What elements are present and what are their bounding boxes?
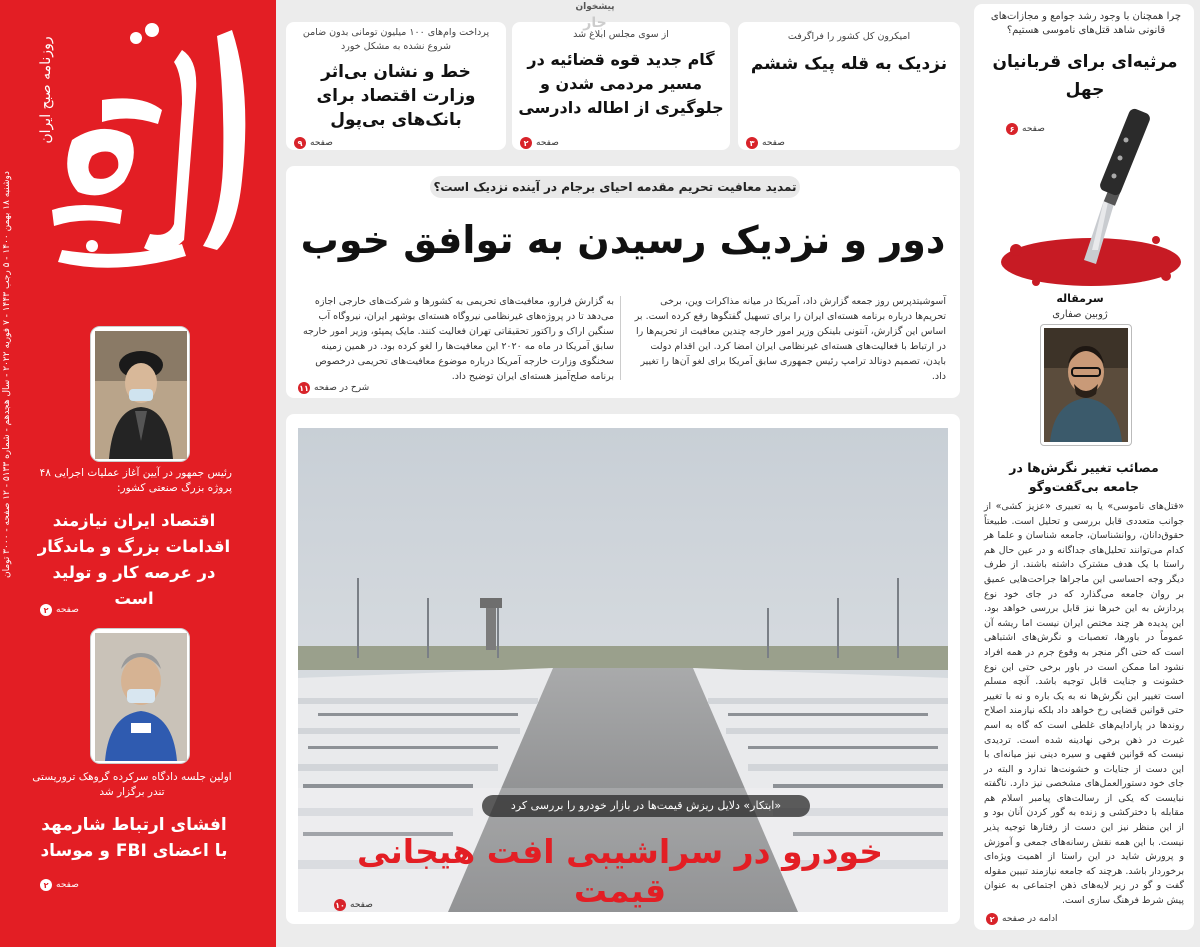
top-story-kicker: از سوی مجلس ابلاغ شد — [573, 29, 669, 40]
pishkhan-brand: جار — [583, 15, 607, 31]
page-number: ۲ — [986, 913, 998, 925]
story2-headline[interactable]: افشای ارتباط شارمهد با اعضای FBI و موساد — [40, 815, 228, 861]
continued-label: شرح در صفحه — [314, 383, 370, 393]
page-label: صفحه — [1022, 124, 1045, 134]
dateline: دوشنبه ۱۸ بهمن ۱۴۰۰ - ۵ رجب ۱۴۴۳ - ۷ فوریه ۲۰۲۲ - سال هجدهم - شماره ۵۱۳۳ - ۱۲ صفحه - ۳۰۰۰ تومان — [2, 171, 12, 579]
editorial-continued[interactable] — [986, 906, 1058, 925]
president-photo — [90, 326, 190, 462]
top-story-page-ref[interactable] — [294, 130, 333, 149]
top-story-title[interactable]: گام جدید قوه قضائیه در مسیر مردمی شدن و جلوگیری از اطاله دادرسی — [518, 50, 724, 117]
page-label: صفحه — [350, 900, 373, 910]
top-story-economy[interactable] — [286, 22, 506, 150]
editorial-author: ژوبین صفاری — [1052, 309, 1108, 320]
top-story-title[interactable]: نزدیک به قله پیک ششم — [750, 54, 948, 74]
editorial-label: سرمقاله — [1056, 292, 1104, 305]
defendant-photo — [90, 628, 190, 764]
newspaper-logo — [32, 10, 268, 280]
knife-blood-illustration — [996, 100, 1186, 290]
top-story-page-ref[interactable] — [746, 130, 785, 149]
top-story-kicker: پرداخت وام‌های ۱۰۰ میلیون تومانی بدون ضامن شروع نشده به مشکل خورد — [302, 27, 490, 52]
page-number: ۳ — [746, 137, 758, 149]
page-label: صفحه — [56, 880, 79, 890]
story1-page-ref[interactable] — [40, 597, 79, 616]
top-story-judiciary[interactable] — [512, 22, 730, 150]
honor-killing-headline[interactable]: مرثیه‌ای برای قربانیان جهل — [992, 52, 1178, 100]
continued-label: ادامه در صفحه — [1002, 914, 1058, 924]
page-number: ۲ — [40, 879, 52, 891]
honor-killing-question: چرا همچنان با وجود رشد جوامع و مجازات‌های قانونی شاهد قتل‌های ناموسی هستیم؟ — [990, 11, 1182, 36]
page-number: ۶ — [1006, 123, 1018, 135]
masthead-column — [0, 0, 276, 947]
pishkhan-label: پیشخوان — [575, 2, 615, 12]
page-number: ۱۰ — [335, 900, 345, 910]
editorial-body: «قتل‌های ناموسی» یا به تعبیری «عزیز کشی» از جوانب متعددی قابل بررسی و تحلیل است. طبیعتاً حقوق‌دانان، روانشناسان، جامعه شناسان و علما هر کدام می‌توانند تحلیل‌های جداگانه و در عین حال هم راستا با یک هدف مشترک داشته باشند. از طرف دیگر وجه احساسی این ماجراها جراحت‌هایی عمیق بر روان جامعه می‌گذارد که در جای خود نوع پردازش به این خبرها نیز قابل بررسی خواهد بود. این پدیده هر چند مختص ایران نیست اما ریشه آن عموماً در باورها، تعصبات و نگرش‌های اشتباهی است که حتی اگر منجر به وقوع جرم در همه افراد نشود اما ممکن است در باور برخی حتی این نوع خشونت و جنایت قابل توجیه باشد. آنچه مسلم است تغییر این نگرش‌ها نه به یک باره و نه با تغییر حتی قوانین قضایی رخ خواهد داد بلکه نیازمند اصلاح روندها در پارادایم‌های غلطی است که گاه به اسم غیرت در ذهن برخی نهادینه شده است. تردیدی نیست که قوانین فقهی و سیره دینی نیز میانه‌ای با این دست از جنایات و خشونت‌ها ندارد و البته در جای خود دستورالعمل‌های مشخصی نیز دارد. ناگفته نبایست که یکی از رسالت‌های پیامبر اسلام هم مقابله با دخترکشی و زنده به گور کردن آنان بود و از این منظر نیز این دست از رفتارها توجیه پذیر نیست. با این همه نقش رسانه‌های جمعی و آموزش و پرورش شاید در این راستا از اهمیت ویژه‌ای برخوردار باشد. هرچند که جامعه نیازمند تبیین مقوله گفت و گو در زیر لایه‌های ذهن اجتماعی به عنوان پیش شرط فرهنگ سازی است. — [984, 501, 1184, 907]
main-story-subhead: تمدید معافیت تحریم مقدمه احیای برجام در آینده نزدیک است؟ — [430, 176, 800, 198]
logo-wordmark — [40, 36, 270, 37]
story1-caption: رئیس جمهور در آیین آغاز عملیات اجرایی ۴۸ پروژه بزرگ صنعتی کشور: — [39, 467, 232, 494]
top-story-kicker: امیکرون کل کشور را فراگرفت — [787, 31, 911, 42]
page-number: ۲ — [40, 604, 52, 616]
page-number: ۹ — [294, 137, 306, 149]
page-label: صفحه — [56, 605, 79, 615]
car-story-page-ref[interactable] — [334, 892, 373, 911]
column-divider — [620, 296, 621, 380]
page-label: صفحه — [310, 138, 333, 148]
story2-caption: اولین جلسه دادگاه سرکرده گروهک تروریستی تندر برگزار شد — [32, 771, 232, 798]
page-number: ۲ — [520, 137, 532, 149]
page-label: صفحه — [536, 138, 559, 148]
page-label: صفحه — [762, 138, 785, 148]
page-number: ۱۱ — [299, 383, 309, 393]
story2-page-ref[interactable] — [40, 872, 79, 891]
car-story-headline[interactable]: خودرو در سراشیبی افت هیجانی قیمت — [356, 832, 884, 910]
main-story-column-left: به گزارش فرارو، معافیت‌های تحریمی به کشورها و شرکت‌های خارجی اجازه می‌دهد تا در پروژه‌های غیرنظامی نیروگاه هسته‌ای بوشهر ایران، نیروگاه آب سنگین اراک و راکتور تحقیقاتی تهران فعالیت کنند. مایک پمپئو، وزیر امور خارجه سابق آمریکا در ماه مه ۲۰۲۰ این معافیت‌ها را لغو کرده بود. در همین زمینه سخنگوی وزارت خارجه آمریکا درباره موضوع معافیت‌های تحریمی درخصوص برنامه صلح‌آمیز هسته‌ای ایران توضیح داد. — [302, 296, 614, 382]
top-story-title[interactable]: خط و نشان بی‌اثر وزارت اقتصاد برای بانک‌های بی‌پول — [316, 62, 476, 130]
top-story-omicron[interactable] — [738, 22, 960, 150]
main-story-column-right: آسوشیتدپرس روز جمعه گزارش داد، آمریکا در میانه مذاکرات وین، برخی تحریم‌ها درباره برنامه هسته‌ای ایران را برای تسهیل گفتگوها رفع کرده است. بر اساس این گزارش، آنتونی بلینکن وزیر امور خارجه چندین معافیت از تحریم‌ها را در ارتباط با فعالیت‌های هسته‌ای غیرنظامی ایران امضا کرد. این اقدام دولت بایدن، تصمیم دونالد ترامپ رئیس جمهوری سابق آمریکا برای لغو آن‌ها را تغییر داد. — [634, 296, 946, 382]
top-story-page-ref[interactable] — [520, 130, 559, 149]
pishkhan-watermark — [540, 2, 650, 31]
main-story-headline[interactable]: دور و نزدیک رسیدن به توافق خوب — [300, 218, 946, 262]
editorial-title[interactable]: مصائب تغییر نگرش‌ها در جامعه بی‌گفت‌وگو — [1009, 460, 1159, 494]
logo-subtitle: روزنامه صبح ایران — [38, 36, 54, 144]
story1-headline[interactable]: اقتصاد ایران نیازمند اقدامات بزرگ و ماندگار در عرصه کار و تولید است — [37, 511, 231, 608]
main-story-continued[interactable] — [298, 375, 369, 394]
author-photo — [1040, 324, 1132, 446]
car-story-caption: «ابتکار» دلایل ریزش قیمت‌ها در بازار خودرو را بررسی کرد — [482, 795, 810, 817]
